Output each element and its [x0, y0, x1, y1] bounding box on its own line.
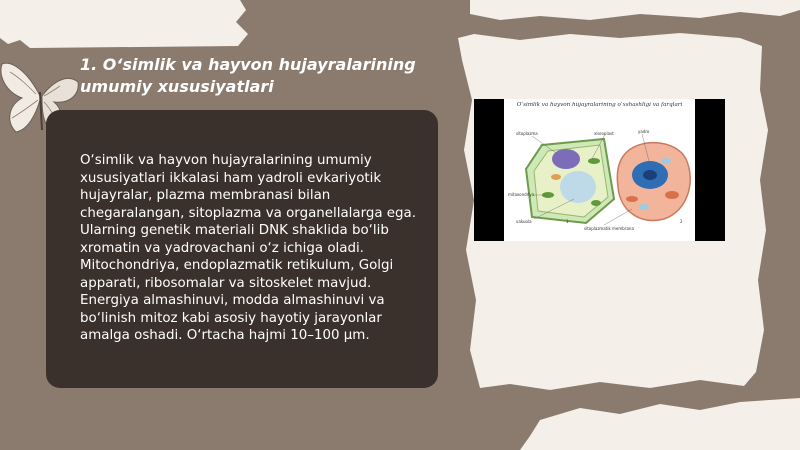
figure-label: vakuola — [516, 219, 532, 224]
figure-label: xloroplast — [594, 131, 614, 136]
animal-cell-illustration — [617, 143, 690, 221]
cell-diagram — [504, 99, 695, 241]
slide-title: 1. O‘simlik va hayvon hujayralarining umumiy xususiyatlari — [80, 55, 416, 96]
figure-label: mitoxondriya — [508, 192, 535, 197]
figure-label: 1 — [566, 219, 569, 224]
figure-label: sitoplazma — [516, 131, 538, 136]
figure-label: sitoplazmatik membrana — [584, 226, 634, 231]
body-text: O‘simlik va hayvon hujayralarining umumiy xususiyatlari ikkalasi ham yadroli evkariyotik hujayralar, plazma membranasi bilan chegaralangan, sitoplazma va organellalarga ega. Ularning genetik materiali DNK shaklida bo‘lib xromatin va yadrovachani o‘z ichiga oladi. Mitochondriya, endoplazmatik retikulum, Golgi apparati, ribosomalar va sitoskelet mavjud. Energiya almashinuvi, modda almashinuvi va bo‘linish mitoz kabi asosiy hayotiy jarayonlar amalga oshadi. O‘rtacha hajmi 10–100 µm. — [80, 153, 417, 343]
cell-figure — [474, 99, 725, 241]
figure-label: 2 — [680, 219, 683, 224]
figure-caption: O‘simlik va hayvon hujayralarining o‘xshashligi va farqlari — [516, 102, 683, 108]
figure-label: yadro — [638, 129, 650, 134]
plant-cell-illustration — [526, 139, 614, 223]
text-card — [46, 110, 438, 388]
figure-panel — [504, 99, 695, 241]
